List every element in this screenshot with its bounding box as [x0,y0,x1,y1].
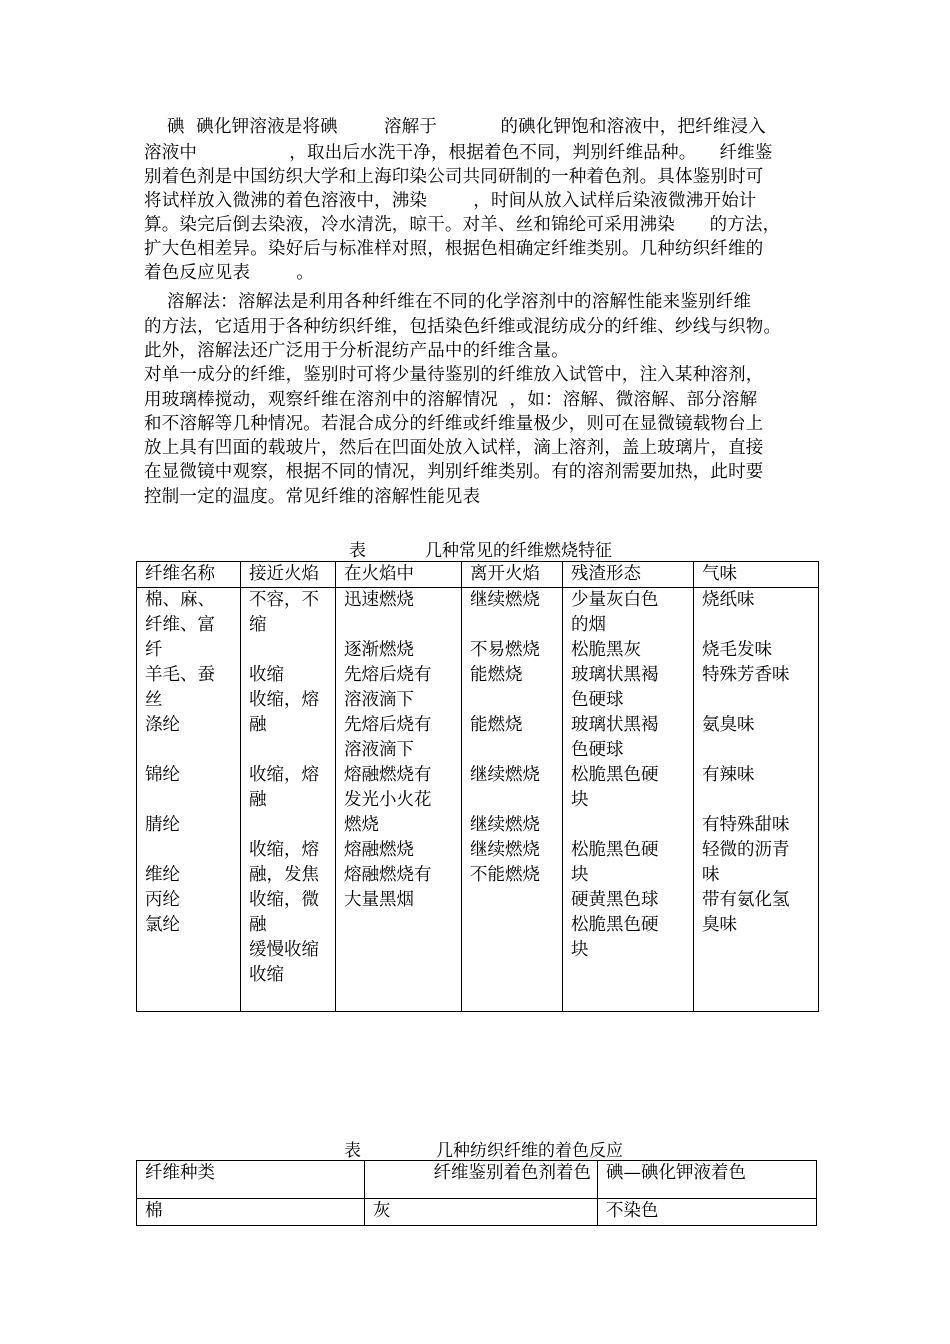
paragraph-line: 溶液中 ，取出后水洗干净，根据着色不同，判别纤维品种。 纤维鉴 [144,143,773,163]
table-cell: 不染色 [598,1199,817,1226]
table-header-row [137,562,819,588]
cell-line: 继续燃烧 [470,590,540,610]
cell-line: 腈纶 [145,815,180,835]
cell-line: 的烟 [571,615,606,635]
cell-line: 继续燃烧 [470,840,540,860]
cell-line: 不容，不 [249,590,319,610]
cell-line: 色硬球 [571,740,624,760]
paragraph-line: 此外，溶解法还广泛用于分析混纺产品中的纤维含量。 [144,341,569,361]
cell-line: 色硬球 [571,690,624,710]
cell-line [702,788,818,813]
cell-line: 味 [702,865,720,885]
cell-line: 轻微的沥青 [702,840,790,860]
cell-line: 松脆黑色硬 [571,765,659,785]
cell-line [145,738,240,763]
cell-line: 不易燃烧 [470,640,540,660]
header-cell: 在火焰中 [336,562,462,588]
cell-line: 熔融燃烧有 [344,765,432,785]
cell-line: 硬黄黑色球 [571,890,659,910]
table-caption-label: 表 [349,541,366,561]
paragraph-line: 对单一成分的纤维，鉴别时可将少量待鉴别的纤维放入试管中，注入某种溶剂， [144,365,764,385]
cell-line: 溶液滴下 [344,740,414,760]
paragraph-line: 放上具有凹面的载玻片，然后在凹面处放入试样，滴上溶剂，盖上玻璃片，直接 [144,438,764,458]
cell-line: 棉、麻、 [145,590,215,610]
cell-line [470,738,562,763]
cell-line [470,688,562,713]
header-cell: 碘—碘化钾液着色 [598,1161,817,1199]
table-body-row [137,588,819,1012]
cell-line: 玻璃状黑褐 [571,665,659,685]
cell-line [702,688,818,713]
paragraph-line: 的方法，它适用于各种纺织纤维，包括染色纤维或混纺成分的纤维、纱线与织物。 [144,317,782,337]
cell-line [145,788,240,813]
cell-line: 涤纶 [145,715,180,735]
cell-line: 收缩，熔 [249,765,319,785]
cell-line: 能燃烧 [470,715,523,735]
cell-line: 少量灰白色 [571,590,659,610]
cell-line: 缩 [249,615,267,635]
cell-line: 继续燃烧 [470,765,540,785]
cell-line: 融 [249,915,267,935]
cell-line: 特殊芳香味 [702,665,790,685]
cell-line: 羊毛、蚕 [145,665,215,685]
cell-line [249,738,335,763]
cell-line: 缓慢收缩 [249,940,319,960]
cell-line: 锦纶 [145,765,180,785]
cell-line [702,613,818,638]
cell-line: 松脆黑色硬 [571,840,659,860]
cell-line: 先熔后烧有 [344,665,432,685]
header-cell: 残渣形态 [563,562,694,588]
leave-flame-column [462,588,563,1012]
cell-line: 融 [249,790,267,810]
fiber-name-column [137,588,241,1012]
cell-line: 维纶 [145,865,180,885]
cell-line: 不能燃烧 [470,865,540,885]
table-caption-title: 几种常见的纤维燃烧特征 [425,541,612,561]
coloring-reaction-table [136,1160,817,1226]
cell-line: 融 [249,715,267,735]
cell-line: 收缩 [249,665,284,685]
header-cell: 纤维名称 [137,562,241,588]
cell-line [145,838,240,863]
cell-line [571,813,693,838]
cell-line: 块 [571,940,589,960]
cell-line: 收缩，微 [249,890,319,910]
cell-line: 有辣味 [702,765,755,785]
cell-line: 熔融燃烧 [344,840,414,860]
cell-line: 大量黑烟 [344,890,414,910]
cell-line [249,813,335,838]
odor-column [694,588,819,1012]
cell-line: 继续燃烧 [470,815,540,835]
cell-line: 逐渐燃烧 [344,640,414,660]
header-cell: 气味 [694,562,819,588]
cell-line: 烧毛发味 [702,640,772,660]
cell-line: 松脆黑色硬 [571,915,659,935]
cell-line: 块 [571,790,589,810]
header-cell: 纤维种类 [137,1161,365,1199]
cell-line: 先熔后烧有 [344,715,432,735]
cell-line: 融，发焦 [249,865,319,885]
cell-line: 纤维、富 [145,615,215,635]
cell-line: 丙纶 [145,890,180,910]
cell-line [470,788,562,813]
paragraph-line: 别着色剂是中国纺织大学和上海印染公司共同研制的一种着色剂。具体鉴别时可 [144,167,764,187]
cell-line: 松脆黑灰 [571,640,641,660]
burning-features-table [136,561,819,1012]
cell-line: 收缩，熔 [249,840,319,860]
paragraph-line: 溶解法：溶解法是利用各种纤维在不同的化学溶剂中的溶解性能来鉴别纤维 [144,292,752,312]
table-row [137,1199,817,1226]
table-caption-label: 表 [344,1141,361,1161]
cell-line: 玻璃状黑褐 [571,715,659,735]
in-flame-column [336,588,462,1012]
cell-line: 块 [571,865,589,885]
cell-line [344,613,461,638]
cell-line: 氯纶 [145,915,180,935]
cell-line: 收缩 [249,965,284,985]
paragraph-line: 控制一定的温度。常见纤维的溶解性能见表 [144,487,481,507]
paragraph-line: 扩大色相差异。染好后与标准样对照，根据色相确定纤维类别。几种纺织纤维的 [144,239,764,259]
cell-line: 丝 [145,690,163,710]
paragraph-line: 在显微镜中观察，根据不同的情况，判别纤维类别。有的溶剂需要加热，此时要 [144,462,764,482]
paragraph-line: 碘 碘化钾溶液是将碘 溶解于 的碘化钾饱和溶液中，把纤维浸入 [144,117,766,137]
residue-column [563,588,694,1012]
cell-line: 燃烧 [344,815,379,835]
cell-line [470,613,562,638]
header-cell: 接近火焰 [241,562,336,588]
paragraph-line: 将试样放入微沸的着色溶液中，沸染 ，时间从放入试样后染液微沸开始计 [144,191,757,211]
cell-line: 臭味 [702,915,737,935]
cell-line: 氨臭味 [702,715,755,735]
cell-line: 纤 [145,640,163,660]
table-cell: 灰 [365,1199,598,1226]
cell-line: 熔融燃烧有 [344,865,432,885]
cell-line: 带有氨化氢 [702,890,790,910]
cell-line: 收缩，熔 [249,690,319,710]
table-cell: 棉 [137,1199,365,1226]
cell-line [249,638,335,663]
paragraph-line: 着色反应见表 。 [144,263,315,283]
header-cell: 离开火焰 [462,562,563,588]
header-cell: 纤维鉴别着色剂着色 [365,1161,598,1199]
cell-line: 烧纸味 [702,590,755,610]
near-flame-column [241,588,336,1012]
cell-line: 迅速燃烧 [344,590,414,610]
paragraph-line: 和不溶解等几种情况。若混合成分的纤维或纤维量极少，则可在显微镜载物台上 [144,414,764,434]
paragraph-line: 算。染完后倒去染液，冷水清洗，晾干。对羊、丝和锦纶可采用沸染 的方法， [144,215,781,235]
table-caption-title: 几种纺织纤维的着色反应 [436,1141,623,1161]
cell-line: 能燃烧 [470,665,523,685]
cell-line: 有特殊甜味 [702,815,790,835]
cell-line [702,738,818,763]
cell-line: 溶液滴下 [344,690,414,710]
table-header-row [137,1161,817,1199]
paragraph-line: 用玻璃棒搅动，观察纤维在溶剂中的溶解情况 ，如：溶解、微溶解、部分溶解 [144,390,758,410]
cell-line: 发光小火花 [344,790,432,810]
